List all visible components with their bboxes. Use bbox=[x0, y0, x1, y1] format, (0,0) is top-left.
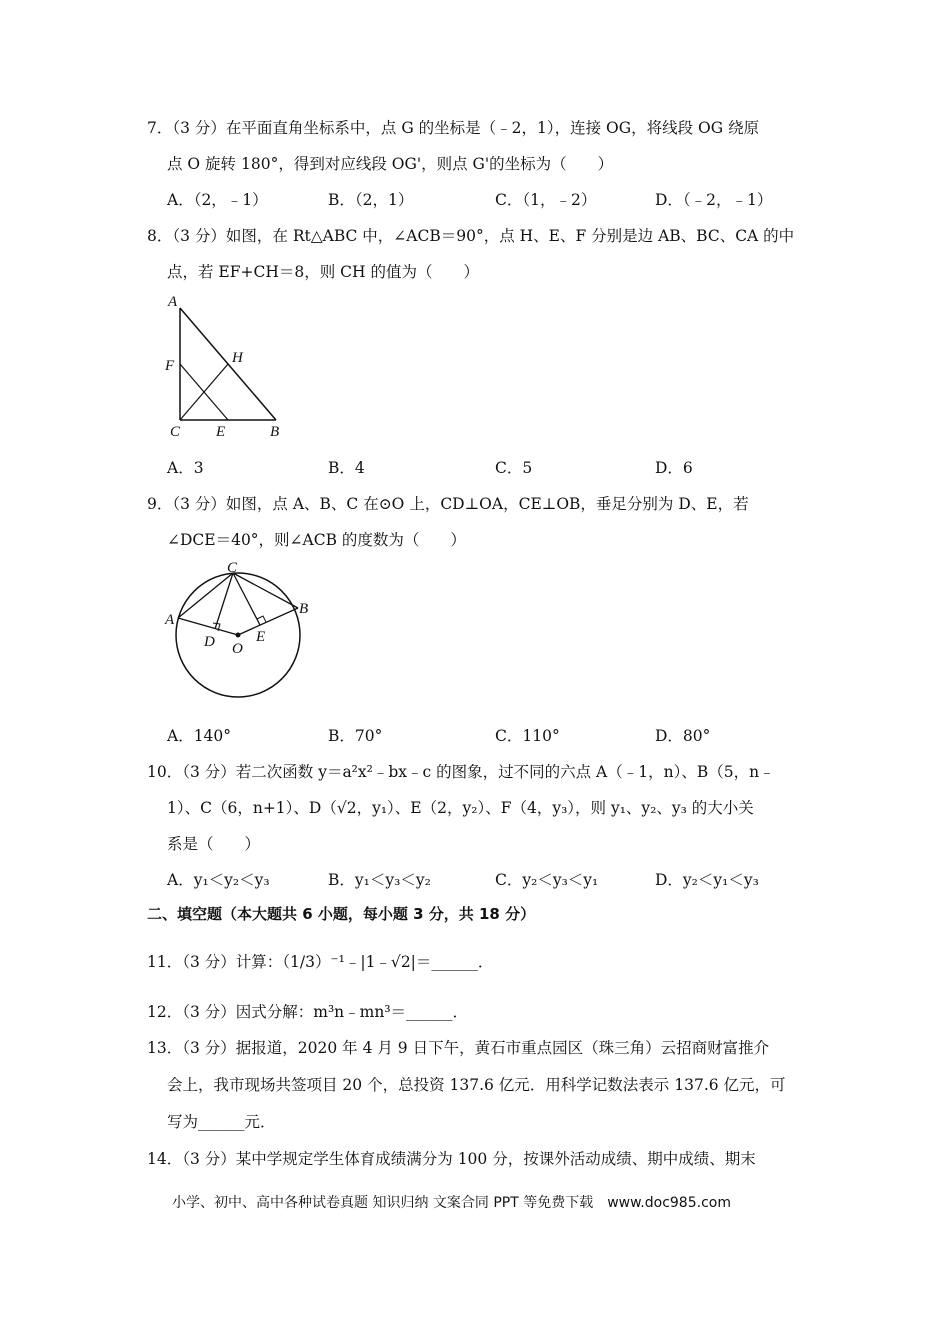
q13-line-1: 13．（3 分）据报道，2020 年 4 月 9 日下午，黄石市重点园区（珠三角）云招商财富推介 bbox=[147, 1039, 770, 1057]
q8-label-h: H bbox=[232, 350, 243, 366]
q8-option-b: B．4 bbox=[328, 459, 365, 477]
q8-label-e: E bbox=[216, 424, 226, 440]
q8-label-a: A bbox=[168, 294, 178, 310]
page-footer: 小学、初中、高中各种试卷真题 知识归纳 文案合同 PPT 等免费下载 www.doc985.com bbox=[172, 1195, 731, 1211]
q8-option-c: C．5 bbox=[495, 459, 533, 477]
q10-line-1: 10．（3 分）若二次函数 y＝a²x²﹣bx﹣c 的图象，过不同的六点 A（﹣1，n）、B（5，n﹣ bbox=[147, 763, 775, 781]
q10-line-3: 系是（ ） bbox=[167, 835, 261, 853]
q14-line-1: 14．（3 分）某中学规定学生体育成绩满分为 100 分，按课外活动成绩、期中成绩、期末 bbox=[147, 1150, 756, 1168]
q10-option-d: D．y₂＜y₁＜y₃ bbox=[655, 871, 759, 889]
q11-line: 11．（3 分）计算：（1/3）⁻¹﹣|1﹣√2|＝______． bbox=[147, 953, 494, 971]
q9-label-d: D bbox=[204, 634, 215, 650]
q7-option-a: A．（2，﹣1） bbox=[167, 191, 268, 209]
q13-line-2: 会上，我市现场共签项目 20 个，总投资 137.6 亿元．用科学记数法表示 137.6 亿元，可 bbox=[167, 1076, 786, 1094]
q10-option-a: A．y₁＜y₂＜y₃ bbox=[167, 871, 270, 889]
q8-label-c: C bbox=[170, 424, 181, 440]
q8-label-b: B bbox=[270, 424, 280, 440]
q8-line-1: 8．（3 分）如图，在 Rt△ABC 中，∠ACB＝90°，点 H、E、F 分别是边 AB、BC、CA 的中 bbox=[147, 227, 795, 245]
q9-option-a: A．140° bbox=[167, 727, 232, 745]
q9-label-e: E bbox=[256, 629, 266, 645]
q10-option-b: B．y₁＜y₃＜y₂ bbox=[328, 871, 431, 889]
q9-circle-figure bbox=[160, 558, 320, 703]
q9-line-1: 9．（3 分）如图，点 A、B、C 在⊙O 上，CD⊥OA，CE⊥OB，垂足分别为 D、E，若 bbox=[147, 495, 749, 513]
q10-line-2: 1）、C（6，n+1）、D（√2，y₁）、E（2，y₂）、F（4，y₃），则 y₁、y₂、y₃ 的大小关 bbox=[167, 799, 754, 817]
q9-label-o: O bbox=[232, 641, 243, 657]
q8-option-d: D．6 bbox=[655, 459, 693, 477]
q8-line-2: 点，若 EF+CH＝8，则 CH 的值为（ ） bbox=[167, 263, 479, 281]
section-heading: 二、填空题（本大题共 6 小题，每小题 3 分，共 18 分） bbox=[147, 905, 536, 923]
q7-line-2: 点 O 旋转 180°，得到对应线段 OG'，则点 G'的坐标为（ ） bbox=[167, 155, 614, 173]
q7-line-1: 7．（3 分）在平面直角坐标系中，点 G 的坐标是（﹣2，1），连接 OG，将线段 OG 绕原 bbox=[147, 119, 760, 137]
q9-option-c: C．110° bbox=[495, 727, 560, 745]
q7-option-c: C．（1，﹣2） bbox=[495, 191, 597, 209]
q7-option-b: B．（2，1） bbox=[328, 191, 414, 209]
q7-option-d: D．（﹣2，﹣1） bbox=[655, 191, 773, 209]
q9-label-b: B bbox=[299, 601, 309, 617]
q9-line-2: ∠DCE＝40°，则∠ACB 的度数为（ ） bbox=[167, 531, 466, 549]
q13-line-3: 写为______元． bbox=[167, 1113, 276, 1131]
q8-triangle-figure bbox=[160, 290, 300, 440]
q9-label-a: A bbox=[165, 612, 175, 628]
q8-label-f: F bbox=[165, 358, 175, 374]
q9-option-b: B．70° bbox=[328, 727, 383, 745]
q10-option-c: C．y₂＜y₃＜y₁ bbox=[495, 871, 599, 889]
q8-option-a: A．3 bbox=[167, 459, 204, 477]
q12-line: 12．（3 分）因式分解：m³n﹣mn³＝______． bbox=[147, 1003, 469, 1021]
q9-label-c: C bbox=[227, 560, 238, 576]
q9-option-d: D．80° bbox=[655, 727, 711, 745]
